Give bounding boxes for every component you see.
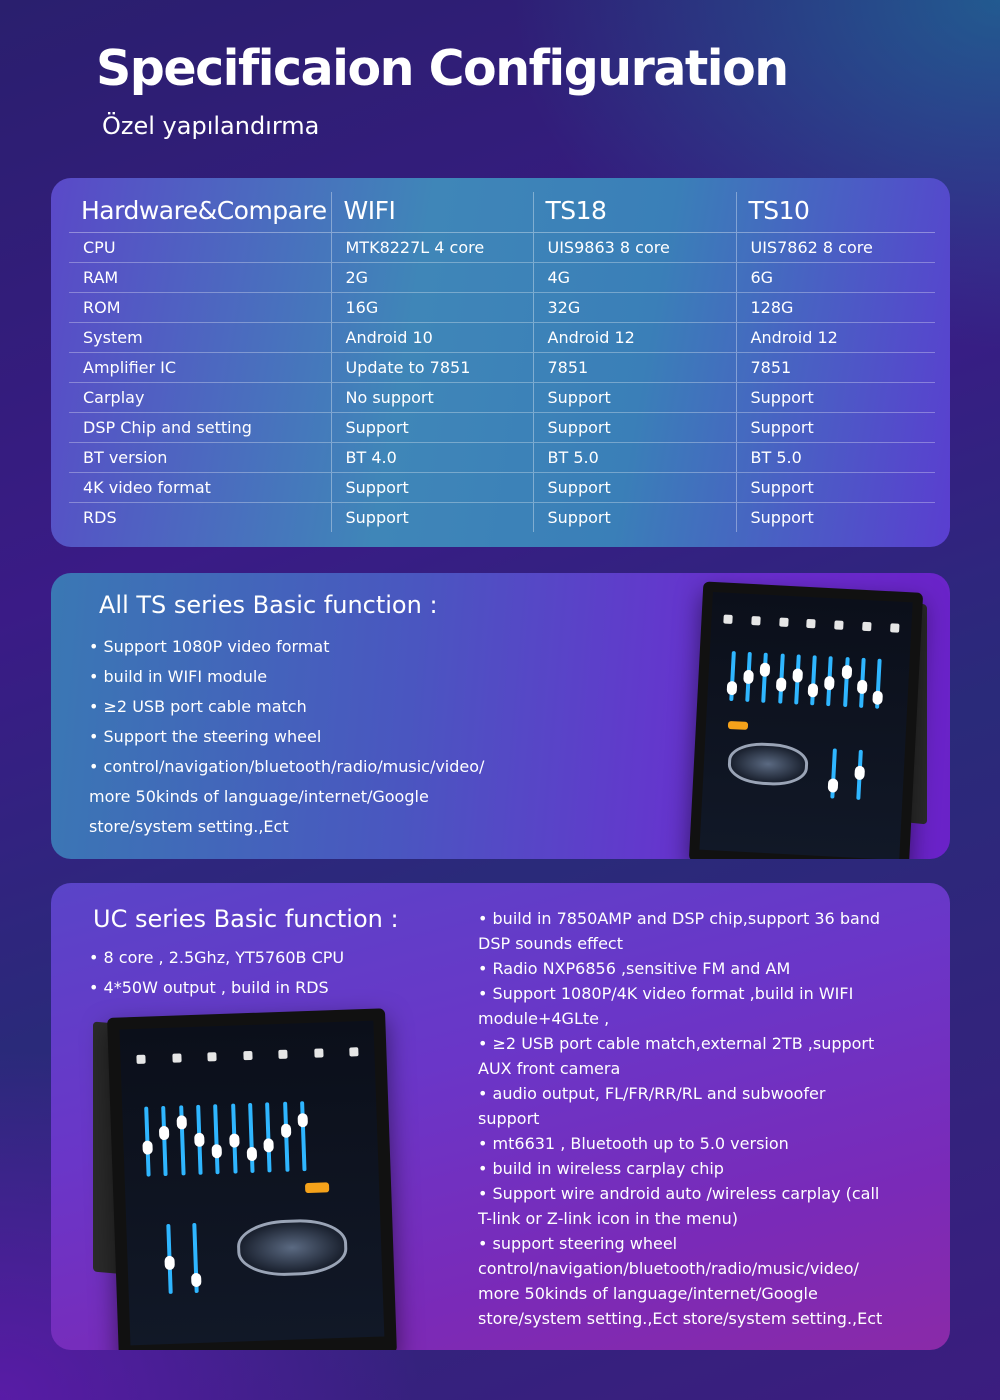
eq-bar xyxy=(778,654,785,704)
list-item: • build in WIFI module xyxy=(89,667,268,686)
table-cell: System xyxy=(69,322,331,352)
eq-bar xyxy=(196,1105,202,1175)
app-icon xyxy=(751,616,760,625)
table-cell: Support xyxy=(736,412,935,442)
table-cell: ROM xyxy=(69,292,331,322)
list-item: store/system setting.,Ect store/system setting.,Ect xyxy=(478,1309,883,1328)
table-cell: 4G xyxy=(533,262,736,292)
page-subtitle: Özel yapılandırma xyxy=(102,112,320,140)
spec-table xyxy=(69,192,935,532)
car-icon xyxy=(727,741,809,787)
ts-head-unit-image xyxy=(689,581,923,859)
table-cell: Support xyxy=(533,412,736,442)
header-ts10: TS10 xyxy=(736,192,935,232)
ts-head-unit-screen xyxy=(699,592,912,859)
eq-bar xyxy=(231,1104,237,1174)
table-cell: 7851 xyxy=(736,352,935,382)
eq-bar xyxy=(300,1101,306,1171)
eq-bar xyxy=(162,1106,168,1176)
table-row xyxy=(69,232,935,262)
preset-tag xyxy=(305,1182,329,1193)
eq-bar xyxy=(826,656,833,706)
eq-bar xyxy=(729,651,736,701)
list-item: module+4GLte , xyxy=(478,1009,610,1028)
table-cell: DSP Chip and setting xyxy=(69,412,331,442)
table-row xyxy=(69,502,935,532)
balance-sliders xyxy=(830,748,863,800)
list-item: control/navigation/bluetooth/radio/music/video/ xyxy=(478,1259,859,1278)
eq-bar xyxy=(859,658,866,708)
app-icon-row xyxy=(136,1047,358,1064)
table-cell: Android 12 xyxy=(533,322,736,352)
app-icon xyxy=(349,1047,358,1056)
app-icon xyxy=(834,620,843,629)
car-icon xyxy=(236,1218,348,1278)
table-cell: Support xyxy=(736,382,935,412)
table-cell: Support xyxy=(736,502,935,532)
app-icon-row xyxy=(723,615,899,633)
table-row xyxy=(69,412,935,442)
table-cell: Support xyxy=(533,382,736,412)
table-cell: Support xyxy=(533,502,736,532)
app-icon xyxy=(807,619,816,628)
app-icon xyxy=(136,1055,145,1064)
table-cell: Support xyxy=(736,472,935,502)
table-cell: Support xyxy=(533,472,736,502)
table-cell: UIS9863 8 core xyxy=(533,232,736,262)
table-cell: Amplifier IC xyxy=(69,352,331,382)
table-row xyxy=(69,322,935,352)
page-title: Specificaion Configuration xyxy=(96,40,788,97)
uc-series-panel xyxy=(51,883,950,1350)
uc-section-title: UC series Basic function : xyxy=(93,905,399,933)
eq-bar xyxy=(875,659,882,709)
app-icon xyxy=(314,1048,323,1057)
eq-bar xyxy=(810,655,817,705)
equalizer-bars xyxy=(729,651,881,709)
table-cell: BT 5.0 xyxy=(533,442,736,472)
table-cell: No support xyxy=(331,382,533,412)
eq-bar xyxy=(265,1102,271,1172)
table-row xyxy=(69,382,935,412)
uc-head-unit-image xyxy=(107,1008,397,1350)
ts-feature-list xyxy=(89,632,484,842)
list-item: store/system setting.,Ect xyxy=(89,817,289,836)
table-cell: Carplay xyxy=(69,382,331,412)
table-cell: 4K video format xyxy=(69,472,331,502)
list-item: AUX front camera xyxy=(478,1059,621,1078)
app-icon xyxy=(723,615,732,624)
list-item: • build in 7850AMP and DSP chip,support 36 band xyxy=(478,909,881,928)
eq-bar xyxy=(248,1103,254,1173)
table-cell: 128G xyxy=(736,292,935,322)
list-item: more 50kinds of language/internet/Google xyxy=(89,787,429,806)
table-row xyxy=(69,472,935,502)
preset-tag xyxy=(728,721,748,730)
app-icon xyxy=(172,1053,181,1062)
list-item: • Support 1080P/4K video format ,build in WIFI xyxy=(478,984,854,1003)
slider-bar xyxy=(830,748,837,798)
ts-section-title: All TS series Basic function : xyxy=(99,591,438,619)
table-cell: CPU xyxy=(69,232,331,262)
balance-sliders xyxy=(166,1223,198,1294)
table-cell: UIS7862 8 core xyxy=(736,232,935,262)
list-item: • build in wireless carplay chip xyxy=(478,1159,724,1178)
list-item: DSP sounds effect xyxy=(478,934,623,953)
list-item: • Support the steering wheel xyxy=(89,727,322,746)
header-wifi: WIFI xyxy=(331,192,533,232)
app-icon xyxy=(779,617,788,626)
uc-feature-list-right xyxy=(478,906,882,1331)
spec-table-panel xyxy=(51,178,950,547)
table-cell: Support xyxy=(331,502,533,532)
list-item: • Radio NXP6856 ,sensitive FM and AM xyxy=(478,959,791,978)
table-cell: BT 4.0 xyxy=(331,442,533,472)
table-cell: Android 10 xyxy=(331,322,533,352)
app-icon xyxy=(278,1050,287,1059)
header-ts18: TS18 xyxy=(533,192,736,232)
ts-series-panel xyxy=(51,573,950,859)
table-cell: Support xyxy=(331,412,533,442)
slider-bar xyxy=(166,1224,172,1294)
list-item: • Support 1080P video format xyxy=(89,637,330,656)
equalizer-bars xyxy=(144,1101,306,1177)
app-icon xyxy=(243,1051,252,1060)
table-cell: BT 5.0 xyxy=(736,442,935,472)
table-cell: RAM xyxy=(69,262,331,292)
table-cell: MTK8227L 4 core xyxy=(331,232,533,262)
list-item: • control/navigation/bluetooth/radio/music/video/ xyxy=(89,757,485,776)
table-cell: 6G xyxy=(736,262,935,292)
list-item: • 8 core , 2.5Ghz, YT5760B CPU xyxy=(89,948,345,967)
eq-bar xyxy=(144,1107,150,1177)
slider-bar xyxy=(856,750,863,800)
list-item: • audio output, FL/FR/RR/RL and subwoofer xyxy=(478,1084,826,1103)
list-item: • Support wire android auto /wireless carplay (call xyxy=(478,1184,880,1203)
app-icon xyxy=(890,623,899,632)
table-row xyxy=(69,292,935,322)
table-cell: Update to 7851 xyxy=(331,352,533,382)
table-row xyxy=(69,262,935,292)
table-cell: 16G xyxy=(331,292,533,322)
app-icon xyxy=(207,1052,216,1061)
eq-bar xyxy=(213,1104,219,1174)
eq-bar xyxy=(794,654,801,704)
list-item: • mt6631 , Bluetooth up to 5.0 version xyxy=(478,1134,789,1153)
eq-bar xyxy=(179,1105,185,1175)
table-row xyxy=(69,352,935,382)
eq-bar xyxy=(843,657,850,707)
list-item: • support steering wheel xyxy=(478,1234,678,1253)
table-row xyxy=(69,442,935,472)
table-cell: Android 12 xyxy=(736,322,935,352)
header-hardware: Hardware&Compare xyxy=(69,192,331,232)
table-cell: RDS xyxy=(83,507,117,527)
eq-bar xyxy=(283,1102,289,1172)
list-item: • 4*50W output , build in RDS xyxy=(89,978,329,997)
list-item: more 50kinds of language/internet/Google xyxy=(478,1284,818,1303)
eq-bar xyxy=(762,653,769,703)
table-cell: Support xyxy=(331,472,533,502)
list-item: • ≥2 USB port cable match xyxy=(89,697,307,716)
table-cell: BT version xyxy=(69,442,331,472)
table-header-row xyxy=(69,192,935,232)
uc-feature-list-left xyxy=(89,943,344,1003)
list-item: support xyxy=(478,1109,540,1128)
table-cell: 2G xyxy=(331,262,533,292)
slider-bar xyxy=(192,1223,198,1293)
app-icon xyxy=(862,622,871,631)
list-item: • ≥2 USB port cable match,external 2TB ,support xyxy=(478,1034,875,1053)
table-cell: 7851 xyxy=(533,352,736,382)
list-item: T-link or Z-link icon in the menu) xyxy=(478,1209,738,1228)
eq-bar xyxy=(745,652,752,702)
table-cell: 32G xyxy=(533,292,736,322)
uc-head-unit-screen xyxy=(119,1021,384,1346)
